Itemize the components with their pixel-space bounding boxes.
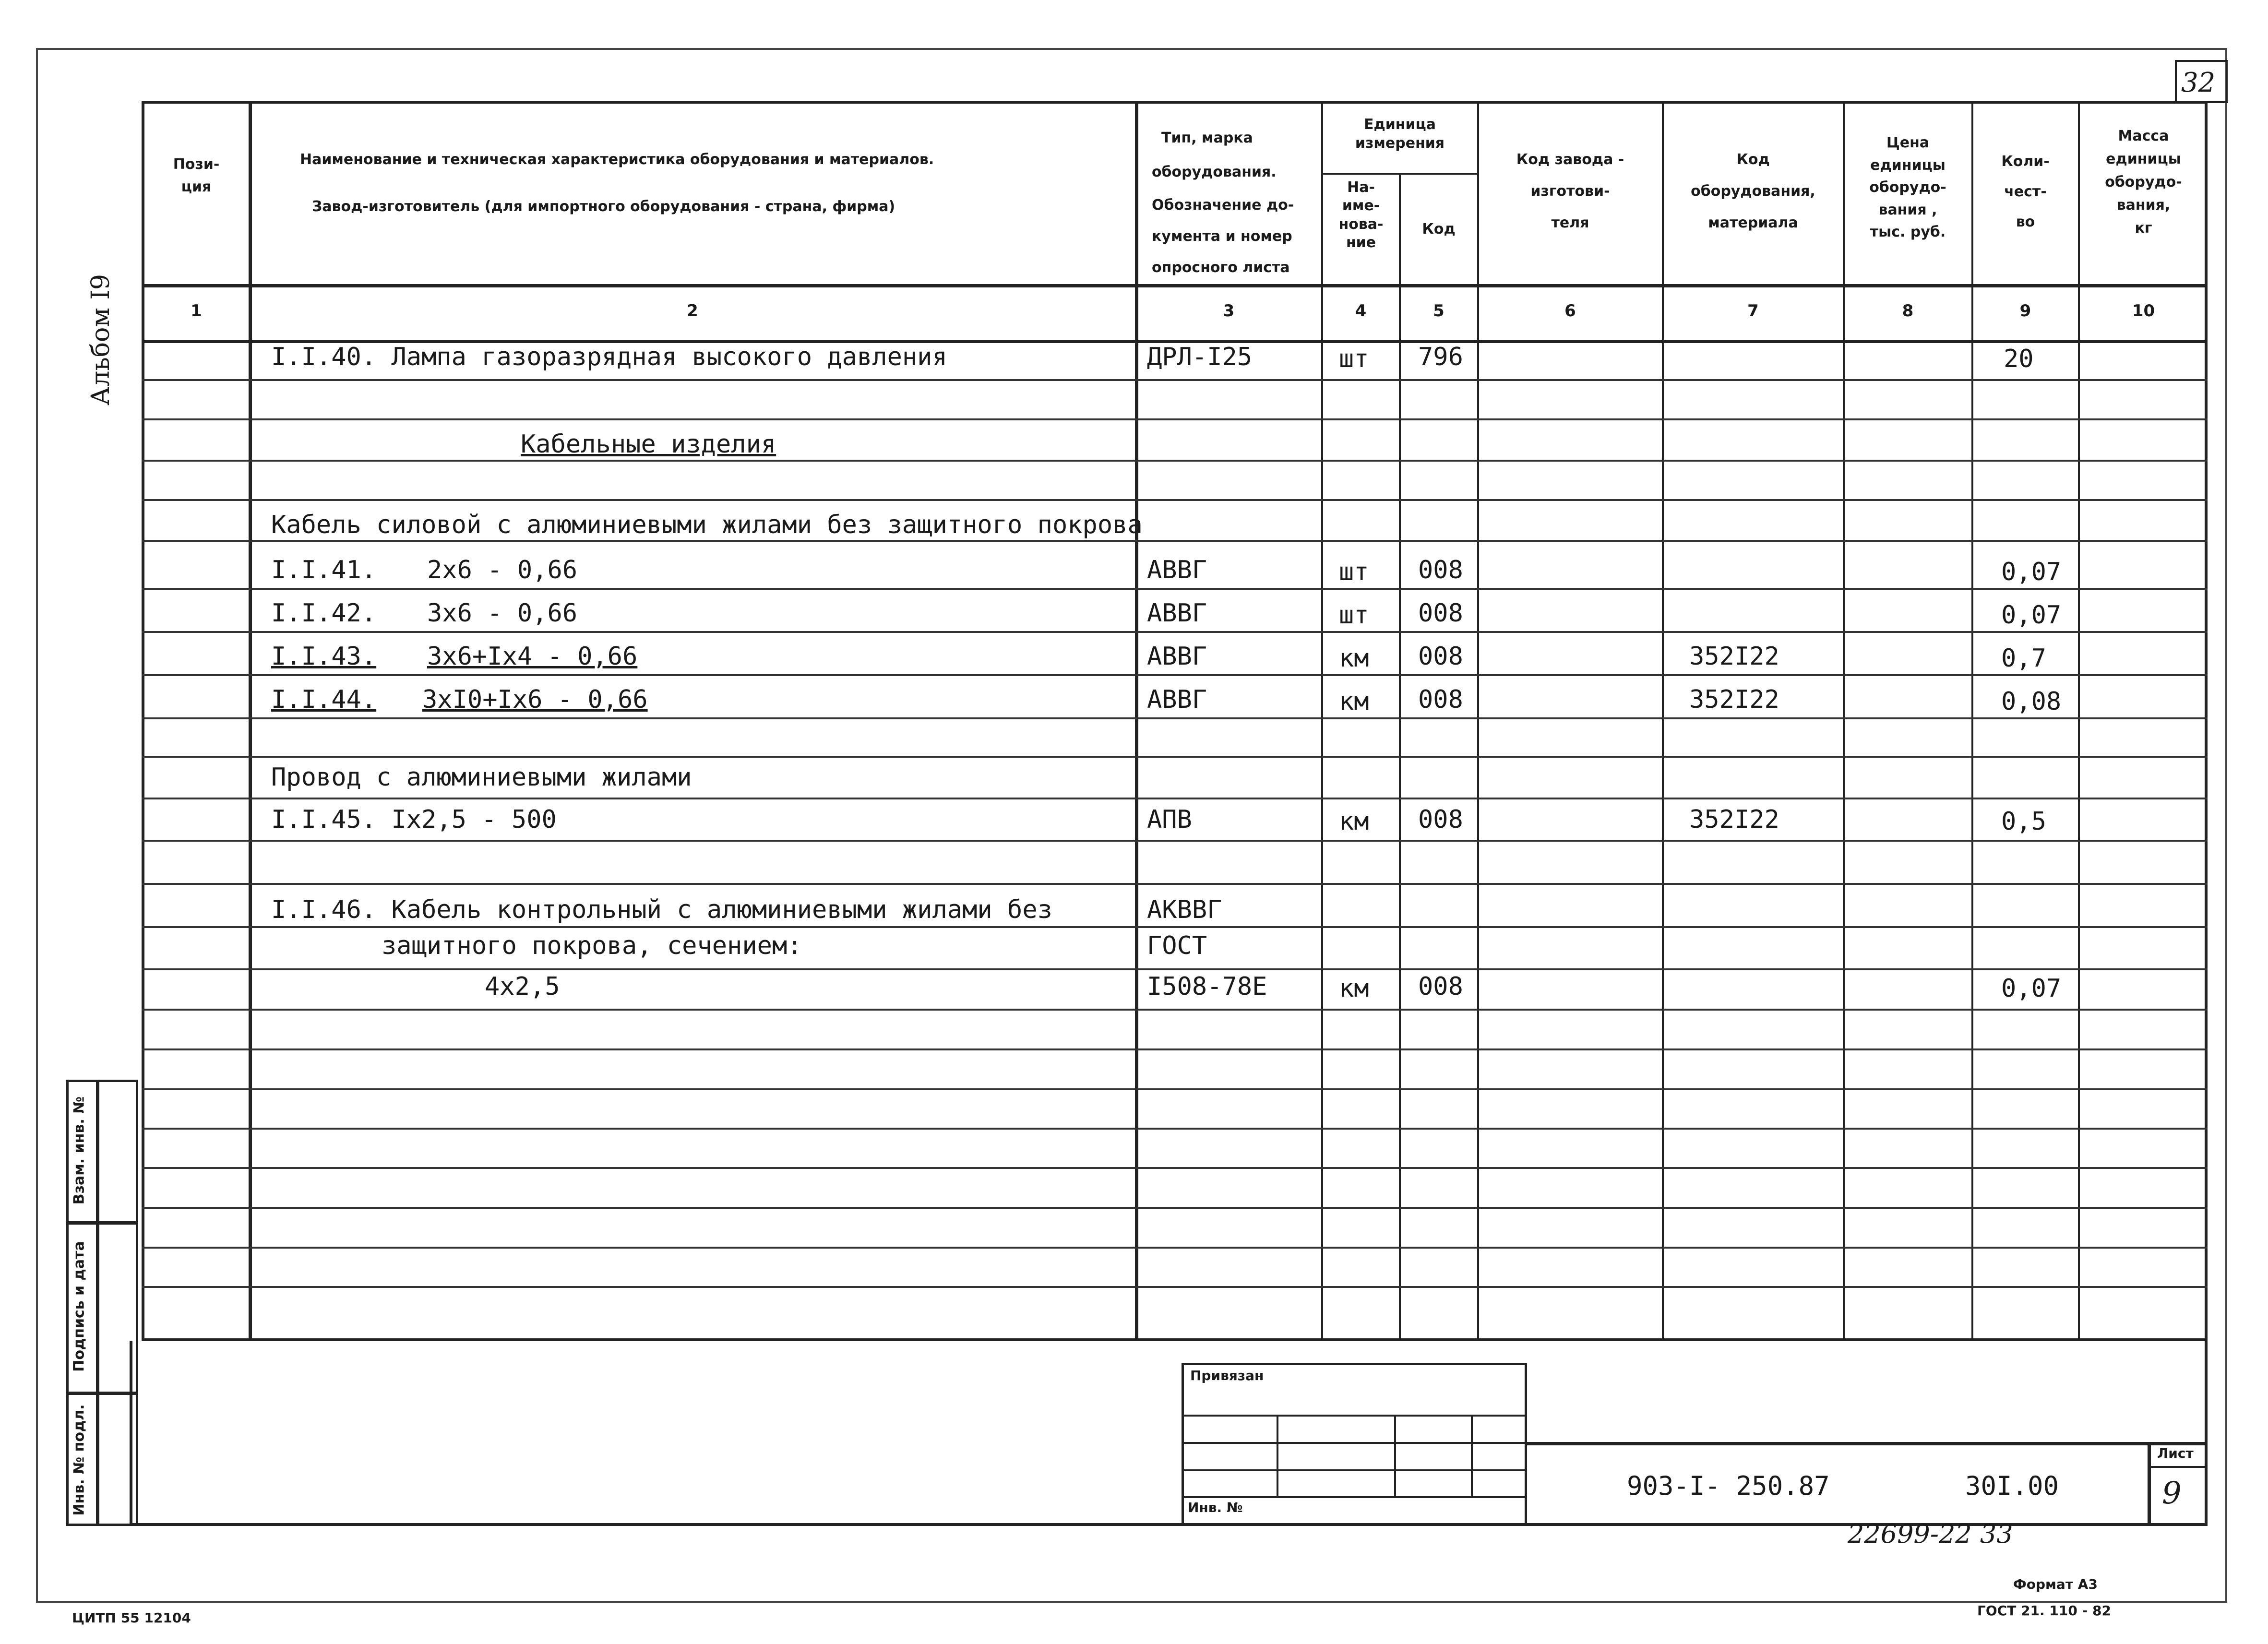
col-number: 1 <box>191 301 202 321</box>
col-number: 10 <box>2132 301 2155 321</box>
list-box-left <box>2148 1442 2151 1526</box>
side-stamp-line <box>66 1221 138 1225</box>
row-unit: км <box>1339 807 1369 836</box>
row-spec: 4х2,5 <box>485 972 560 1001</box>
row-unit: км <box>1339 644 1369 673</box>
row-code: 796 <box>1418 343 1463 371</box>
row-type: АВВГ <box>1147 599 1207 628</box>
row-spec: 3х6 - 0,66 <box>427 599 578 628</box>
row-type: ГОСТ <box>1147 931 1207 960</box>
row-line <box>142 1207 2208 1209</box>
side-stamp-divider <box>96 1080 99 1526</box>
privyazan-col <box>1471 1415 1473 1496</box>
privyazan-col <box>1277 1415 1278 1496</box>
header-col4: На- име- нова- ние <box>1338 179 1384 251</box>
row-type: ДРЛ-I25 <box>1147 343 1253 371</box>
row-name: Провод с алюминиевыми жилами <box>271 763 692 792</box>
row-line <box>142 717 2208 719</box>
header-col9: Коли- чест- во <box>2001 153 2050 230</box>
col-number: 6 <box>1564 301 1576 321</box>
row-qty: 0,07 <box>2001 974 2062 1003</box>
row-line <box>142 418 2208 420</box>
header-col8: Цена единицы оборудо- вания , тыс. руб. <box>1869 134 1946 240</box>
row-line <box>142 674 2208 676</box>
list-label: Лист <box>2157 1445 2194 1461</box>
side-vzam-inv: Взам. инв. № <box>71 1096 88 1205</box>
row-name: I.I.45. Iх2,5 - 500 <box>271 805 557 834</box>
header-col3-line1: Тип, марка <box>1161 130 1253 146</box>
privyazan-label: Привязан <box>1190 1368 1264 1383</box>
row-name: Кабель силовой с алюминиевыми жилами без защитного покрова <box>271 511 1143 539</box>
row-qty: 0,07 <box>2001 601 2062 630</box>
row-position: I.I.42. <box>271 599 377 628</box>
header-col1: Пози- ция <box>173 156 220 195</box>
row-line <box>142 540 2208 542</box>
doc-code-topline <box>1527 1442 2208 1445</box>
side-inv-podl: Инв. № подл. <box>71 1404 88 1516</box>
header-col5: Код <box>1422 221 1456 238</box>
unit-group-line <box>1321 173 1477 175</box>
list-number: 9 <box>2162 1476 2182 1511</box>
privyazan-line <box>1182 1496 1527 1498</box>
row-line <box>142 499 2208 501</box>
row-line <box>142 588 2208 590</box>
row-line <box>142 1128 2208 1130</box>
title-block-border <box>130 1341 2208 1526</box>
archive-number: 22699-22 33 <box>1848 1519 2013 1549</box>
doc-code: 903-I- 250.87 <box>1627 1471 1830 1501</box>
row-qty: 20 <box>2004 345 2034 373</box>
row-line <box>142 1009 2208 1011</box>
row-line <box>142 798 2208 799</box>
row-unit: шт <box>1339 558 1369 586</box>
row-line <box>142 1247 2208 1249</box>
row-line <box>142 840 2208 842</box>
row-type: АВВГ <box>1147 642 1207 671</box>
list-box-divider <box>2148 1466 2208 1468</box>
row-line <box>142 1167 2208 1169</box>
side-podpis: Подпись и дата <box>71 1241 88 1372</box>
row-qty: 0,08 <box>2001 687 2062 716</box>
row-type: I508-78Е <box>1147 972 1267 1001</box>
row-code: 008 <box>1418 685 1463 714</box>
row-line <box>142 631 2208 633</box>
row-spec: 3х6+Iх4 - 0,66 <box>427 642 638 671</box>
inv-no-label: Инв. № <box>1188 1500 1243 1515</box>
section-title: Кабельные изделия <box>521 430 776 459</box>
row-line <box>142 883 2208 885</box>
header-col3-line4: кумента и номер <box>1152 228 1292 245</box>
header-col2-line2: Завод-изготовитель (для импортного оборудования - страна, фирма) <box>312 198 895 215</box>
header-col3-line2: оборудования. <box>1152 164 1277 180</box>
footer-gost: ГОСТ 21. 110 - 82 <box>1977 1603 2111 1619</box>
row-code: 008 <box>1418 972 1463 1001</box>
row-line <box>142 379 2208 381</box>
row-line <box>142 1048 2208 1050</box>
header-col3-line5: опросного листа <box>1152 259 1290 276</box>
row-position: I.I.44. <box>271 685 377 714</box>
row-code: 008 <box>1418 642 1463 671</box>
privyazan-col <box>1394 1415 1396 1496</box>
row-type: АКВВГ <box>1147 895 1222 924</box>
header-col2-line1: Наименование и техническая характеристика оборудования и материалов. <box>300 151 934 168</box>
privyazan-line <box>1182 1469 1527 1471</box>
privyazan-line <box>1182 1442 1527 1444</box>
row-position: I.I.43. <box>271 642 377 671</box>
row-unit: км <box>1339 974 1369 1003</box>
row-code: 008 <box>1418 599 1463 628</box>
row-spec: 2х6 - 0,66 <box>427 556 578 584</box>
header-col3-line3: Обозначение до- <box>1152 197 1294 214</box>
row-line <box>142 968 2208 970</box>
row-name: защитного покрова, сечением: <box>382 931 802 960</box>
row-unit: шт <box>1339 601 1369 630</box>
header-col10: Масса единицы оборудо- вания, кг <box>2105 128 2182 237</box>
row-line <box>142 1286 2208 1288</box>
row-material-code: 352I22 <box>1689 805 1779 834</box>
sheet-code: 30I.00 <box>1965 1471 2059 1501</box>
row-qty: 0,5 <box>2001 807 2046 836</box>
col-number: 8 <box>1902 301 1914 321</box>
row-line <box>142 460 2208 462</box>
header-bottom-line <box>142 284 2208 287</box>
privyazan-line <box>1182 1415 1527 1417</box>
row-name: I.I.40. Лампа газоразрядная высокого давления <box>271 343 947 371</box>
row-material-code: 352I22 <box>1689 642 1779 671</box>
row-qty: 0,07 <box>2001 558 2062 586</box>
row-code: 008 <box>1418 556 1463 584</box>
row-unit: км <box>1339 687 1369 716</box>
row-spec: 3хI0+Iх6 - 0,66 <box>422 685 648 714</box>
row-code: 008 <box>1418 805 1463 834</box>
row-line <box>142 1088 2208 1090</box>
sheet-corner-number: 32 <box>2181 67 2216 98</box>
header-unit-group: Единица измерения <box>1355 116 1445 152</box>
col-number: 3 <box>1223 301 1235 321</box>
header-col7: Код оборудования, материала <box>1691 151 1815 231</box>
row-material-code: 352I22 <box>1689 685 1779 714</box>
row-qty: 0,7 <box>2001 644 2046 673</box>
col-number: 5 <box>1433 301 1444 321</box>
col-number: 2 <box>687 301 698 321</box>
col-number: 9 <box>2019 301 2031 321</box>
footer-left: ЦИТП 55 12104 <box>72 1610 191 1626</box>
row-position: I.I.41. <box>271 556 377 584</box>
col-number: 4 <box>1355 301 1367 321</box>
row-unit: шт <box>1339 345 1369 373</box>
album-label: Альбом I9 <box>86 274 115 405</box>
row-type: АВВГ <box>1147 556 1207 584</box>
col-number: 7 <box>1747 301 1759 321</box>
row-type: АПВ <box>1147 805 1192 834</box>
header-col6: Код завода - изготови- теля <box>1516 151 1624 231</box>
row-name: I.I.46. Кабель контрольный с алюминиевыми жилами без <box>271 895 1052 924</box>
row-line <box>142 926 2208 928</box>
footer-format: Формат А3 <box>2013 1576 2098 1592</box>
row-type: АВВГ <box>1147 685 1207 714</box>
row-line <box>142 756 2208 758</box>
